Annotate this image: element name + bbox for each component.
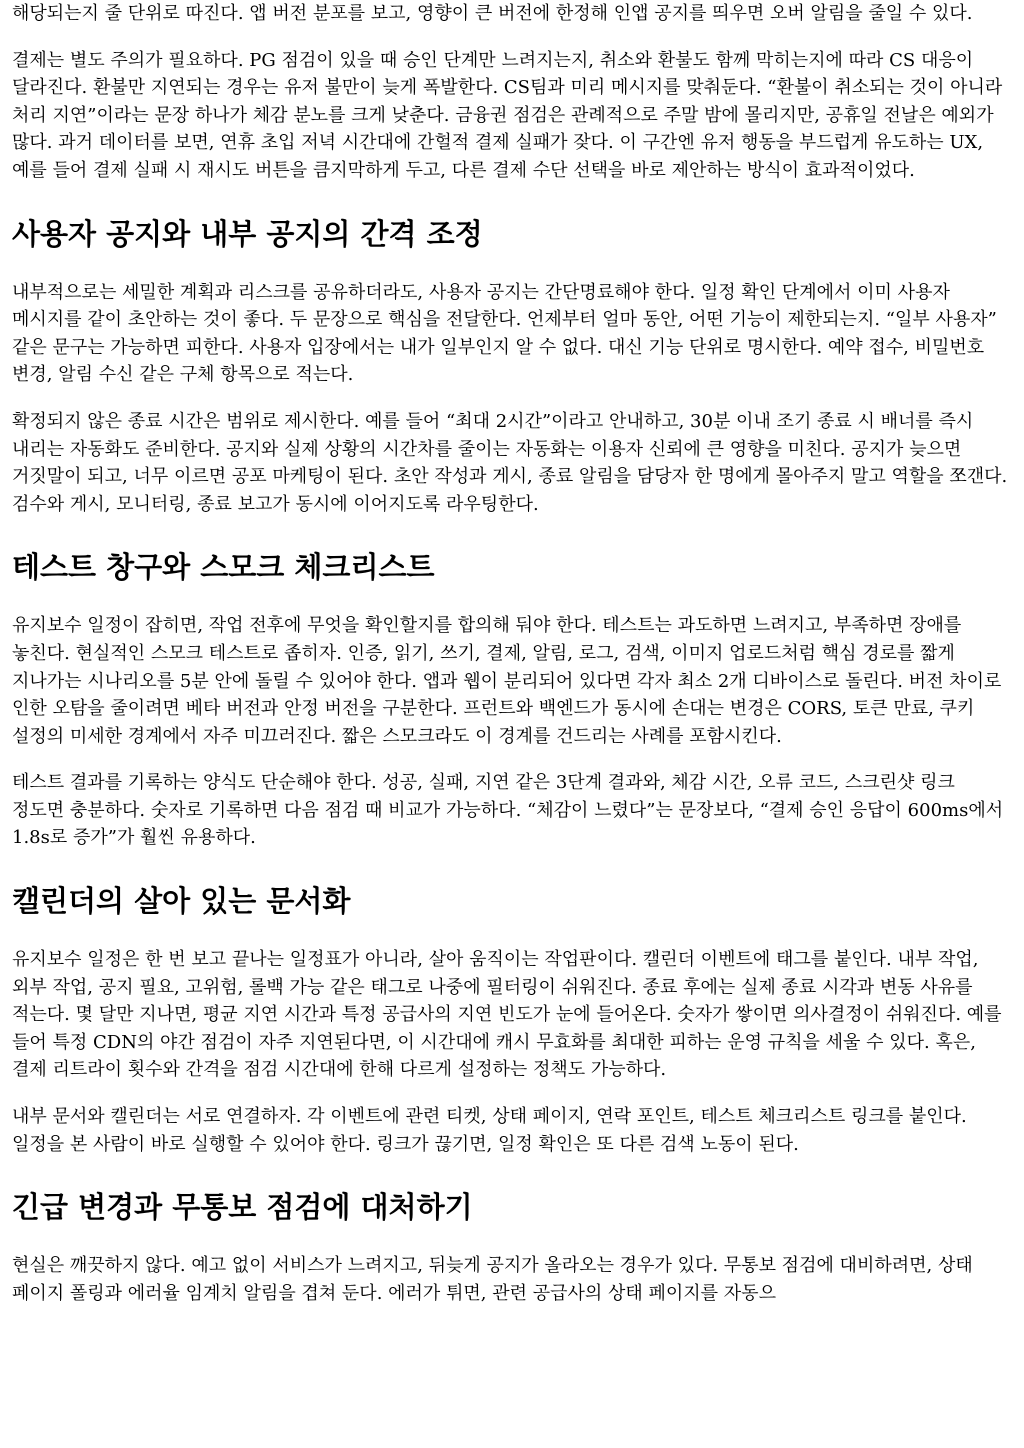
section-heading: 캘린더의 살아 있는 문서화 [12, 884, 351, 919]
paragraph: 현실은 깨끗하지 않다. 예고 없이 서비스가 느려지고, 뒤늦게 공지가 올라오는 경우가 있다. 무통보 점검에 대비하려면, 상태 페이지 폴링과 에러율 임계치 알림을 겹쳐 둔다. 에러가 튀면, 관련 공급사의 상태 페이지를 자동으 [12, 1255, 973, 1304]
paragraph: 내부 문서와 캘린더는 서로 연결하자. 각 이벤트에 관련 티켓, 상태 페이지, 연락 포인트, 테스트 체크리스트 링크를 붙인다. 일정을 본 사람이 바로 실행할 수 있어야 한다. 링크가 끊기면, 일정 확인은 또 다른 검색 노동이 된다. [12, 1106, 967, 1155]
section-heading: 사용자 공지와 내부 공지의 간격 조정 [12, 216, 483, 251]
paragraph: 테스트 결과를 기록하는 양식도 단순해야 한다. 성공, 실패, 지연 같은 3단계 결과와, 체감 시간, 오류 코드, 스크린샷 링크 정도면 충분하다. 숫자로 기록하면 다음 점검 때 비교가 가능하다. “체감이 느렸다”는 문장보다, “결제 승인 응답이 600ms에서 1.8s로 증가”가 훨씬 유용하다. [12, 772, 1004, 849]
paragraph: 유지보수 일정이 잡히면, 작업 전후에 무엇을 확인할지를 합의해 둬야 한다. 테스트는 과도하면 느려지고, 부족하면 장애를 놓친다. 현실적인 스모크 테스트로 좁히자. 인증, 읽기, 쓰기, 결제, 알림, 로그, 검색, 이미지 업로드처럼 핵심 경로를 짧게 지나가는 시나리오를 5분 안에 돌릴 수 있어야 한다. 앱과 웹이 분리되어 있다면 각자 최소 2개 디바이스로 돌린다. 버전 차이로 인한 오탐을 줄이려면 베타 버전과 안정 버전을 구분한다. 프런트와 백엔드가 동시에 손대는 변경은 CORS, 토큰 만료, 쿠키 설정의 미세한 경계에서 자주 미끄러진다. 짧은 스모크라도 이 경계를 건드리는 사례를 포함시킨다. [12, 615, 1002, 747]
paragraph: 유지보수 일정은 한 번 보고 끝나는 일정표가 아니라, 살아 움직이는 작업판이다. 캘린더 이벤트에 태그를 붙인다. 내부 작업, 외부 작업, 공지 필요, 고위험, 롤백 가능 같은 태그로 나중에 필터링이 쉬워진다. 종료 후에는 실제 종료 시각과 변동 사유를 적는다. 몇 달만 지나면, 평균 지연 시간과 특정 공급사의 지연 빈도가 눈에 들어온다. 숫자가 쌓이면 의사결정이 쉬워진다. 예를 들어 특정 CDN의 야간 점검이 자주 지연된다면, 이 시간대에 캐시 무효화를 최대한 피하는 운영 규칙을 세울 수 있다. 혹은, 결제 리트라이 횟수와 간격을 점검 시간대에 한해 다르게 설정하는 정책도 가능하다. [12, 949, 1002, 1081]
section-heading: 긴급 변경과 무통보 점검에 대처하기 [12, 1190, 473, 1225]
paragraph: 해당되는지 줄 단위로 따진다. 앱 버전 분포를 보고, 영향이 큰 버전에 한정해 인앱 공지를 띄우면 오버 알림을 줄일 수 있다. [12, 3, 973, 24]
paragraph: 결제는 별도 주의가 필요하다. PG 점검이 있을 때 승인 단계만 느려지는지, 취소와 환불도 함께 막히는지에 따라 CS 대응이 달라진다. 환불만 지연되는 경우는 유저 불만이 늦게 폭발한다. CS팀과 미리 메시지를 맞춰둔다. “환불이 취소되는 것이 아니라 처리 지연”이라는 문장 하나가 체감 분노를 크게 낮춘다. 금융권 점검은 관례적으로 주말 밤에 몰리지만, 공휴일 전날은 예외가 많다. 과거 데이터를 보면, 연휴 초입 저녁 시간대에 간헐적 결제 실패가 잦다. 이 구간엔 유저 행동을 부드럽게 유도하는 UX, 예를 들어 결제 실패 시 재시도 버튼을 큼지막하게 두고, 다른 결제 수단 선택을 바로 제안하는 방식이 효과적이었다. [12, 49, 1003, 181]
section-heading: 테스트 창구와 스모크 체크리스트 [12, 550, 435, 585]
paragraph: 내부적으로는 세밀한 계획과 리스크를 공유하더라도, 사용자 공지는 간단명료해야 한다. 일정 확인 단계에서 이미 사용자 메시지를 같이 초안하는 것이 좋다. 두 문장으로 핵심을 전달한다. 언제부터 얼마 동안, 어떤 기능이 제한되는지. “일부 사용자” 같은 문구는 가능하면 피한다. 사용자 입장에서는 내가 일부인지 알 수 없다. 대신 기능 단위로 명시한다. 예약 접수, 비밀번호 변경, 알림 수신 같은 구체 항목으로 적는다. [12, 281, 997, 386]
paragraph: 확정되지 않은 종료 시간은 범위로 제시한다. 예를 들어 “최대 2시간”이라고 안내하고, 30분 이내 조기 종료 시 배너를 즉시 내리는 자동화도 준비한다. 공지와 실제 상황의 시간차를 줄이는 자동화는 이용자 신뢰에 큰 영향을 미친다. 공지가 늦으면 거짓말이 되고, 너무 이르면 공포 마케팅이 된다. 초안 작성과 게시, 종료 알림을 담당자 한 명에게 몰아주지 말고 역할을 쪼갠다. 검수와 게시, 모니터링, 종료 보고가 동시에 이어지도록 라우팅한다. [12, 410, 1008, 515]
